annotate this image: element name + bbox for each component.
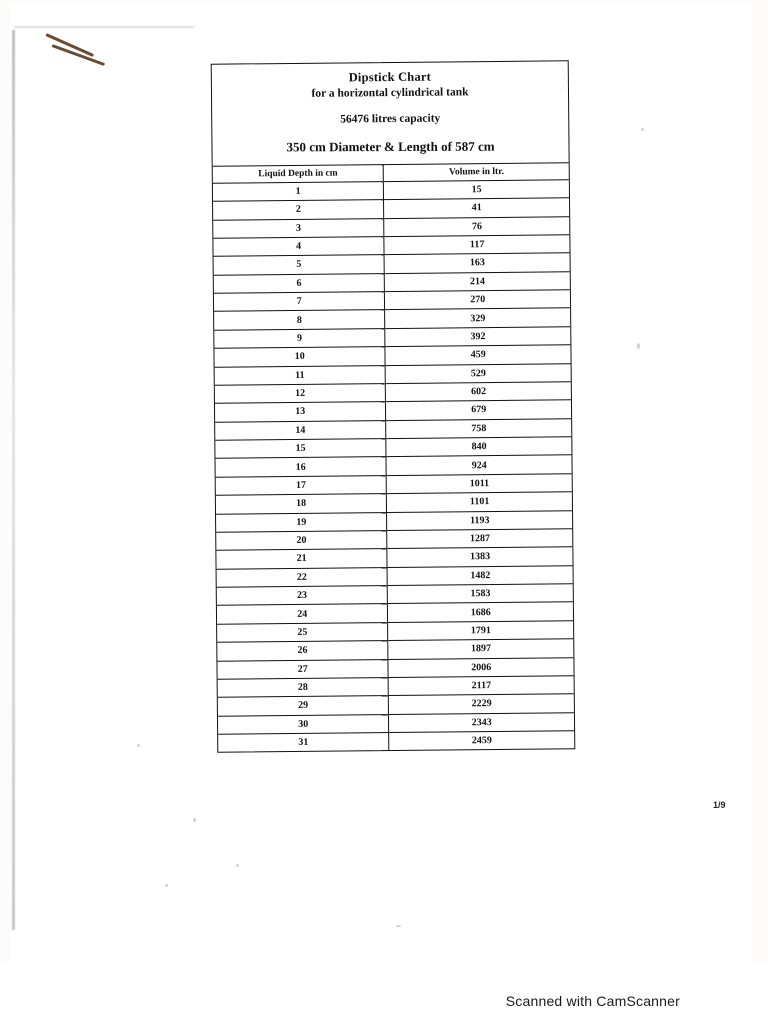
document-header	[212, 61, 569, 165]
column-header-liquid-depth: Liquid Depth in cm	[213, 164, 384, 183]
cell-depth: 27	[217, 659, 388, 679]
cell-depth: 31	[218, 733, 389, 753]
scan-speck	[396, 925, 401, 927]
cell-volume: 1287	[387, 529, 572, 549]
cell-volume: 529	[385, 363, 570, 383]
cell-volume: 163	[384, 253, 569, 273]
cell-depth: 8	[214, 310, 385, 330]
cell-volume: 1897	[388, 639, 573, 659]
cell-volume: 2117	[388, 676, 573, 696]
cell-depth: 17	[216, 475, 387, 495]
cell-volume: 840	[386, 437, 571, 457]
cell-depth: 21	[216, 549, 387, 569]
scan-speck	[637, 343, 640, 349]
cell-volume: 924	[386, 455, 571, 475]
cell-depth: 15	[215, 439, 386, 459]
cell-volume: 2229	[389, 694, 574, 714]
cell-depth: 19	[216, 512, 387, 532]
scan-speck	[165, 884, 168, 887]
cell-depth: 14	[215, 420, 386, 440]
cell-volume: 1101	[387, 492, 572, 512]
cell-depth: 29	[218, 696, 389, 716]
paper-top-edge	[14, 26, 194, 28]
camscanner-watermark: Scanned with CamScanner	[505, 993, 680, 1009]
cell-depth: 16	[215, 457, 386, 477]
cell-volume: 1011	[387, 474, 572, 494]
cell-volume: 602	[386, 382, 571, 402]
cell-volume: 2459	[389, 731, 574, 751]
cell-depth: 5	[214, 255, 385, 275]
cell-volume: 15	[384, 180, 569, 200]
cell-depth: 25	[217, 622, 388, 642]
scan-speck	[236, 864, 239, 867]
cell-depth: 30	[218, 714, 389, 734]
cell-depth: 2	[213, 200, 384, 220]
cell-volume: 1383	[387, 547, 572, 567]
cell-depth: 4	[213, 236, 384, 256]
cell-volume: 329	[385, 308, 570, 328]
cell-depth: 18	[216, 494, 387, 514]
cell-depth: 6	[214, 273, 385, 293]
dipstick-table	[213, 162, 575, 752]
cell-volume: 1791	[388, 621, 573, 641]
page-number: 1/9	[713, 800, 726, 810]
cell-volume: 214	[385, 271, 570, 291]
cell-volume: 270	[385, 290, 570, 310]
table-body	[213, 180, 574, 753]
cell-volume: 679	[386, 400, 571, 420]
scan-speck	[137, 744, 140, 747]
cell-volume: 758	[386, 418, 571, 438]
cell-volume: 41	[384, 198, 569, 218]
cell-volume: 1193	[387, 510, 572, 530]
cell-volume: 2343	[389, 712, 574, 732]
cell-depth: 1	[213, 181, 384, 201]
dipstick-chart-document	[211, 60, 576, 753]
cell-depth: 7	[214, 292, 385, 312]
column-header-volume: Volume in ltr.	[384, 163, 569, 182]
cell-volume: 1583	[388, 584, 573, 604]
cell-depth: 24	[217, 604, 388, 624]
capacity-text: 56476 litres capacity	[340, 112, 441, 126]
scan-speck	[641, 128, 644, 131]
dimensions-text: 350 cm Diameter & Length of 587 cm	[286, 138, 495, 154]
cell-depth: 20	[216, 530, 387, 550]
cell-depth: 3	[213, 218, 384, 238]
cell-depth: 12	[215, 383, 386, 403]
cell-volume: 76	[384, 216, 569, 236]
page-subtitle: for a horizontal cylindrical tank	[311, 85, 469, 100]
cell-volume: 1686	[388, 602, 573, 622]
cell-depth: 13	[215, 402, 386, 422]
cell-depth: 11	[215, 365, 386, 385]
table-row	[218, 731, 574, 752]
cell-depth: 10	[214, 347, 385, 367]
cell-depth: 9	[214, 328, 385, 348]
cell-volume: 117	[384, 235, 569, 255]
cell-depth: 28	[218, 677, 389, 697]
scan-speck	[193, 818, 196, 822]
cell-volume: 2006	[388, 657, 573, 677]
cell-depth: 26	[217, 641, 388, 661]
cell-depth: 23	[217, 586, 388, 606]
page-title: Dipstick Chart	[348, 69, 432, 85]
paper-edge-shadow	[12, 30, 15, 930]
cell-volume: 392	[385, 327, 570, 347]
cell-volume: 459	[385, 345, 570, 365]
cell-volume: 1482	[387, 565, 572, 585]
cell-depth: 22	[217, 567, 388, 587]
